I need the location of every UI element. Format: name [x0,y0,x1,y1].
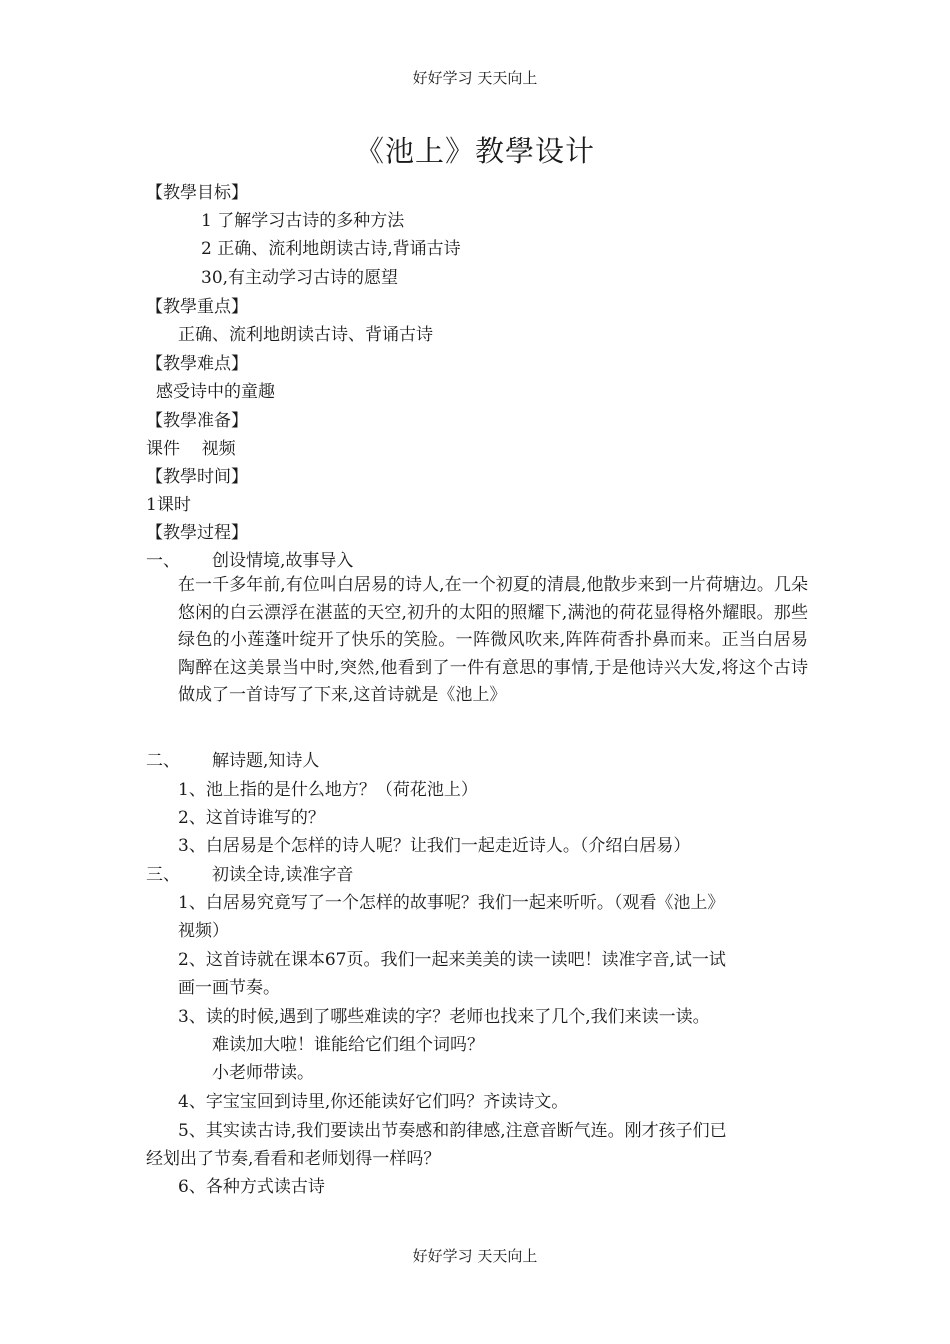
section-1-title: 创设情境,故事导入 [212,551,354,571]
page-footer: 好好学习 天天向上 [412,1247,538,1265]
section-3-item-2: 2、这首诗就在课本67页。我们一起来美美的读一读吧！读准字音,试一试 [178,950,726,970]
document-title: 《池上》教學设计 [354,134,595,168]
difficulties-text: 感受诗中的童趣 [156,382,275,402]
section-3-title: 初读全诗,读准字音 [212,865,354,885]
section-2-item-2: 2、这首诗谁写的？ [178,808,325,828]
section-3-item-3-sub-1: 难读加大啦！谁能给它们组个词吗？ [212,1035,484,1055]
section-3-item-4: 4、字宝宝回到诗里,你还能读好它们吗？齐读诗文。 [178,1092,569,1112]
section-1-number: 一、 [146,551,180,571]
section-2-item-1: 1、池上指的是什么地方？（荷花池上） [178,780,478,800]
section-3-item-3-sub-2: 小老师带读。 [212,1063,314,1083]
page-header: 好好学习 天天向上 [412,69,538,87]
section-3-item-6: 6、各种方式读古诗 [178,1177,325,1197]
section-3-number: 三、 [146,865,180,885]
time-heading: 【教學时间】 [146,467,248,487]
section-3-item-2-cont: 画一画节奏。 [178,978,280,998]
goal-item-2: 2 正确、流利地朗读古诗,背诵古诗 [201,239,461,259]
process-heading: 【教學过程】 [146,523,248,543]
goal-item-1: 1 了解学习古诗的多种方法 [201,211,405,231]
goals-heading: 【教學目标】 [146,183,248,203]
section-3-item-1-cont: 视频） [178,921,229,941]
time-text: 1课时 [146,495,191,515]
section-3-item-1: 1、白居易究竟写了一个怎样的故事呢？我们一起来听听。（观看《池上》 [178,893,725,913]
key-points-text: 正确、流利地朗读古诗、背诵古诗 [178,325,433,345]
section-3-item-5-cont: 经划出了节奏,看看和老师划得一样吗？ [146,1149,441,1169]
section-3-item-3: 3、读的时候,遇到了哪些难读的字？老师也找来了几个,我们来读一读。 [178,1007,710,1027]
story-paragraph: 在一千多年前,有位叫白居易的诗人,在一个初夏的清晨,他散步来到一片荷塘边。几朵悠闲的白云漂浮在湛蓝的天空,初升的太阳的照耀下,满池的荷花显得格外耀眼。那些绿色的小莲蓬叶绽开了快乐的笑脸。一阵微风吹来,阵阵荷香扑鼻而来。正当白居易陶醉在这美景当中时,突然,他看到了一件有意思的事情,于是他诗兴大发,将这个古诗做成了一首诗写了下来,这首诗就是《池上》 [178,575,808,705]
section-3-item-5: 5、其实读古诗,我们要读出节奏感和韵律感,注意音断气连。刚才孩子们已 [178,1121,727,1141]
key-points-heading: 【教學重点】 [146,297,248,317]
section-2-title: 解诗题,知诗人 [212,751,320,771]
preparation-text: 课件 视频 [146,439,236,459]
goal-item-3: 30,有主动学习古诗的愿望 [201,268,399,288]
section-2-item-3: 3、白居易是个怎样的诗人呢？让我们一起走近诗人。（介绍白居易） [178,836,691,856]
difficulties-heading: 【教學难点】 [146,354,248,374]
preparation-heading: 【教學准备】 [146,411,248,431]
section-2-number: 二、 [146,751,180,771]
